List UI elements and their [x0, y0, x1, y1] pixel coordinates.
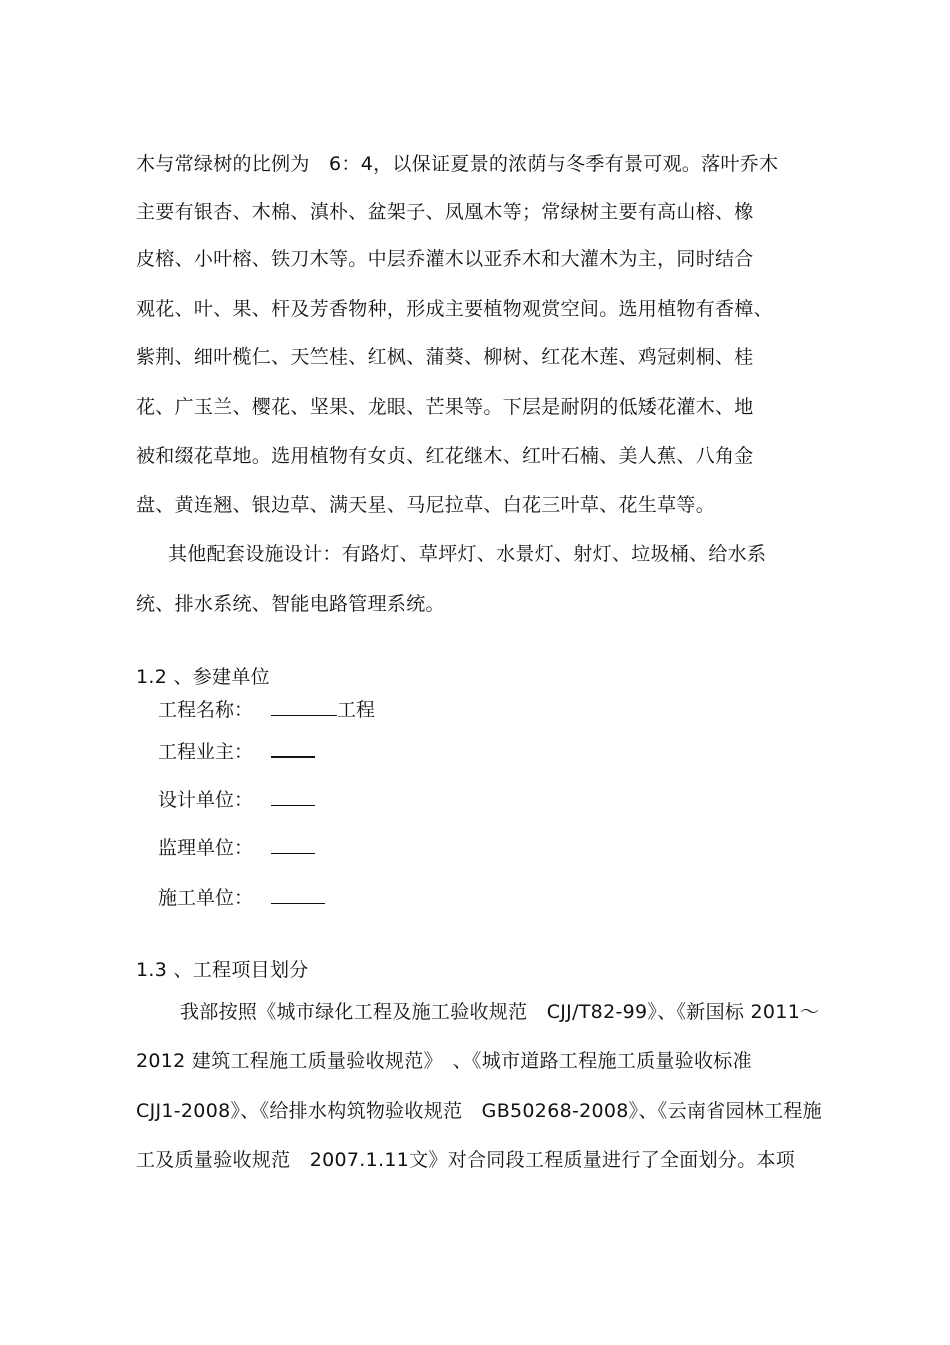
- field-design-unit: [158, 787, 315, 812]
- fill-in-blank: [271, 835, 315, 854]
- fill-in-blank: [271, 697, 337, 716]
- paragraph-line: 花、广玉兰、樱花、坚果、龙眼、芒果等。下层是耐阴的低矮花灌木、地: [136, 396, 754, 418]
- paragraph-line: 木与常绿树的比例为 6：4，以保证夏景的浓荫与冬季有景可观。落叶乔木: [136, 153, 779, 175]
- section-heading-1-3: 1.3 、工程项目划分: [136, 959, 309, 981]
- field-supervision-unit: [158, 835, 315, 860]
- field-label: 工程名称：: [158, 699, 254, 721]
- field-project-owner: [158, 738, 315, 764]
- facilities-line: 统、排水系统、智能电路管理系统。: [136, 593, 445, 615]
- fill-in-blank: [271, 885, 325, 904]
- field-label: 设计单位：: [158, 789, 254, 811]
- field-label: 施工单位：: [158, 887, 254, 909]
- fill-in-blank: [271, 787, 315, 806]
- section-heading-1-2: 1.2 、参建单位: [136, 666, 270, 688]
- paragraph-line: 工及质量验收规范 2007.1.11文》对合同段工程质量进行了全面划分。本项: [136, 1149, 796, 1171]
- paragraph-line: 盘、黄连翘、银边草、满天星、马尼拉草、白花三叶草、花生草等。: [136, 494, 716, 516]
- field-label: 工程业主：: [158, 741, 254, 763]
- paragraph-line: 紫荆、细叶榄仁、天竺桂、红枫、蒲葵、柳树、红花木莲、鸡冠刺桐、桂: [136, 346, 754, 368]
- paragraph-line: 被和缀花草地。选用植物有女贞、红花继木、红叶石楠、美人蕉、八角金: [136, 445, 754, 467]
- paragraph-line: 我部按照《城市绿化工程及施工验收规范 CJJ/T82-99》、《新国标 2011～: [180, 1001, 820, 1023]
- facilities-line: 其他配套设施设计：有路灯、草坪灯、水景灯、射灯、垃圾桶、给水系: [168, 543, 767, 565]
- paragraph-line: 2012 建筑工程施工质量验收规范》 、《城市道路工程施工质量验收标准: [136, 1050, 752, 1072]
- paragraph-line: 观花、叶、果、杆及芳香物种，形成主要植物观赏空间。选用植物有香樟、: [136, 298, 773, 320]
- paragraph-line: 皮榕、小叶榕、铁刀木等。中层乔灌木以亚乔木和大灌木为主，同时结合: [136, 248, 754, 270]
- paragraph-line: 主要有银杏、木棉、滇朴、盆架子、凤凰木等；常绿树主要有高山榕、橡: [136, 201, 754, 223]
- field-construction-unit: [158, 885, 325, 910]
- fill-in-blank: [271, 738, 315, 758]
- paragraph-line: CJJ1-2008》、《给排水构筑物验收规范 GB50268-2008》、《云南省园林工程施: [136, 1100, 822, 1122]
- field-label: 监理单位：: [158, 837, 254, 859]
- field-suffix: 工程: [337, 699, 376, 721]
- field-project-name: [158, 697, 375, 722]
